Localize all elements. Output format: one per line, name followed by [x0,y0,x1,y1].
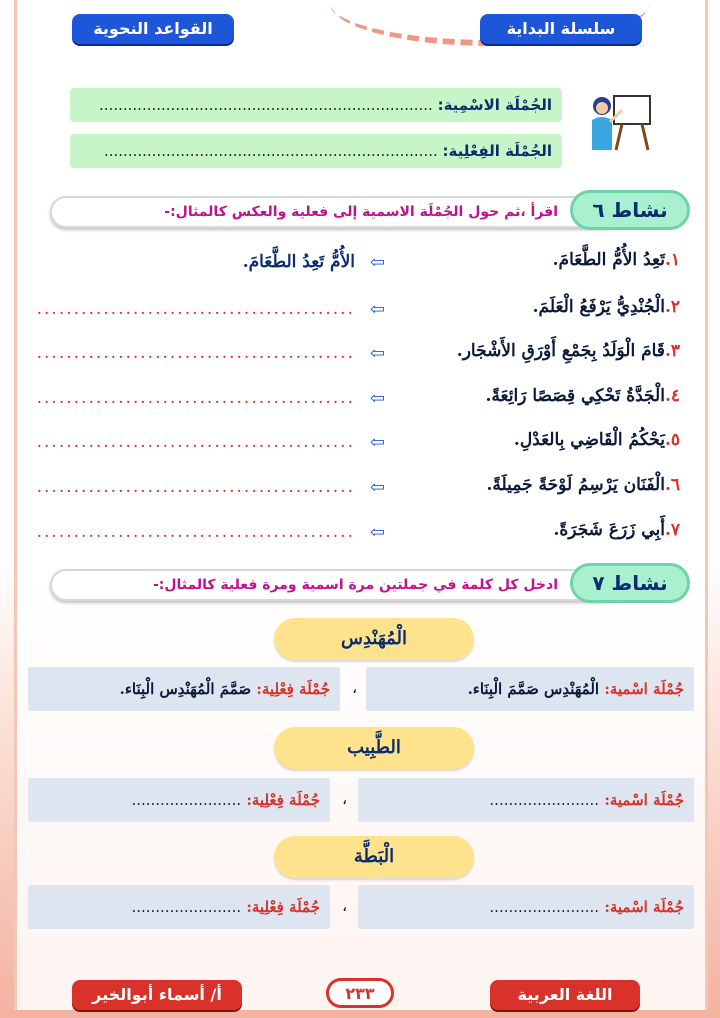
exercise-row: ٦.الْفَنَان يَرْسِمُ لَوْحَةً جَمِيلَةً. ⇦ ........................................... [36,475,680,498]
nominal-sentence-box: جُمْلَة اسْمية: ....................... [358,885,694,929]
arrow-left-icon: ⇦ [369,522,385,543]
arrow-left-icon: ⇦ [369,343,385,364]
comma: ، [342,896,348,915]
verbal-sentence-box: جُمْلَة فِعْلِية: ....................... [28,778,330,822]
arrow-left-icon: ⇦ [369,388,385,409]
nominal-sentence-box: جُمْلَة اسْمية: ....................... [358,778,694,822]
subject-title: القواعد النحوية [72,14,234,44]
word-card: الطَّبِيب [274,727,474,769]
activity-6-tag: نشاط ٦ [570,190,690,230]
arrow-left-icon: ⇦ [369,477,385,498]
exercise-row: ٧.أَبِي زَرَعَ شَجَرَةً. ⇦ ........................................... [36,520,680,543]
arrow-left-icon: ⇦ [369,252,385,273]
exercise-row: ٢.الْجُنْدِيُّ يَرْفَعُ الْعَلَمَ. ⇦ ........................................... [36,297,680,320]
activity-6-banner [50,190,690,230]
teacher-illustration-icon [588,90,654,154]
arrow-left-icon: ⇦ [369,432,385,453]
exercise-row: ٤.الْجَدَّةُ تَحْكِي قِصَصًا رَائِعَةً. ⇦ ........................................... [36,386,680,409]
nominal-sentence-box: جُمْلَة اسْمية: الْمُهَنْدِس صَمَّمَ الْبِنَاء. [366,667,694,711]
comma: ، [342,789,348,808]
exercise-row: ١.تَعِدُ الأُمُّ الطَّعَامَ. ⇦ الأُمُّ تَعِدُ الطَّعَامَ. [242,250,680,273]
series-title: سلسلة البداية [480,14,642,44]
verbal-sentence-box: جُمْلَة فِعْلِية: ....................... [28,885,330,929]
footer-language: اللغة العربية [490,980,640,1010]
arrow-left-icon: ⇦ [369,299,385,320]
word-card: الْبَطَّة [274,836,474,878]
answer-blank[interactable]: ........................................... [36,477,355,497]
footer-teacher: أ/ أسماء أبوالخير [72,980,242,1010]
answer-blank[interactable]: ........................................... [36,388,355,408]
definition-verbal: الجُمْلَة الفِعْلِية: ...................................................................... [70,134,562,168]
page-number: ٢٣٣ [326,978,394,1008]
exercise-row: ٥.يَحْكُمُ الْقَاضِي بِالعَدْلِ. ⇦ ........................................... [36,430,680,453]
activity-6-instruction: اقرأ ،ثم حول الجُمْلَة الاسمية إلى فعلية والعكس كالمثال:- [50,196,620,228]
answer-blank[interactable]: ........................................... [36,299,355,319]
answer-blank[interactable]: ........................................... [36,432,355,452]
comma: ، [352,678,358,697]
activity-7-instruction: ادخل كل كلمة في جملتين مرة اسمية ومرة فعلية كالمثال:- [50,569,620,601]
word-card: الْمُهَنْدِس [274,618,474,660]
activity-7-banner [50,563,690,603]
answer-blank[interactable]: ........................................... [36,522,355,542]
activity-7-tag: نشاط ٧ [570,563,690,603]
definition-nominal: الجُمْلَة الاسْمِية: ...................................................................... [70,88,562,122]
answer-blank[interactable]: ........................................... [36,343,355,363]
exercise-row: ٣.قَامَ الْوَلَدُ بِجَمْعِ أَوْرَقِ الأَشْجَار. ⇦ ........................................... [36,341,680,364]
verbal-sentence-box: جُمْلَة فِعْلِية: صَمَّمَ الْمُهَنْدِس الْبِنَاء. [28,667,340,711]
